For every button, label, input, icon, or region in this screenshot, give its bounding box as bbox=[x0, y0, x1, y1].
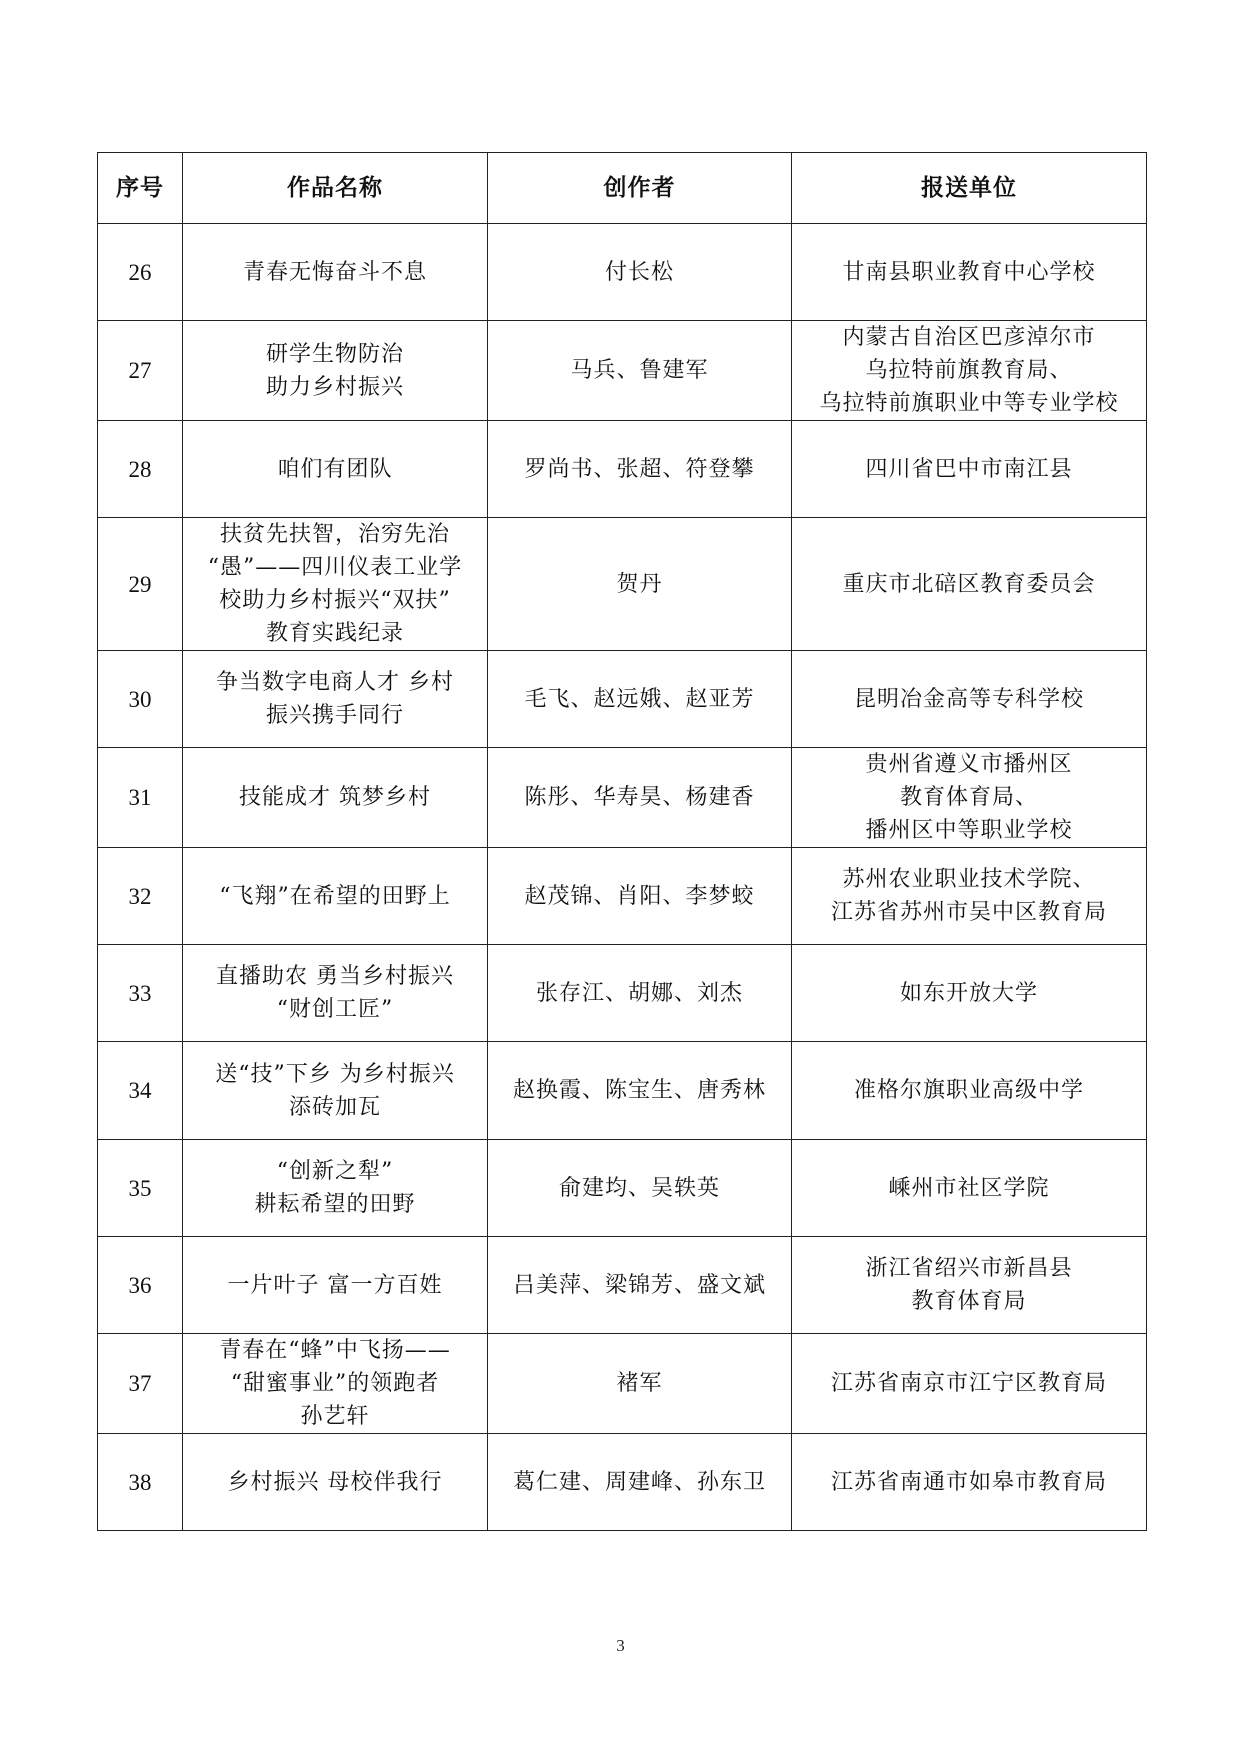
work-title-cell bbox=[183, 748, 488, 848]
submitting-unit-line: 乌拉特前旗职业中等专业学校 bbox=[819, 391, 1119, 416]
creators-cell bbox=[488, 518, 792, 651]
row-number: 37 bbox=[98, 1334, 183, 1434]
row-number: 33 bbox=[98, 945, 183, 1042]
creators-line: 张存江、胡娜、刘杰 bbox=[535, 980, 743, 1006]
row-number: 27 bbox=[98, 321, 183, 421]
submitting-unit-line: 准格尔旗职业高级中学 bbox=[853, 1078, 1084, 1103]
submitting-unit-line: 四川省巴中市南江县 bbox=[865, 456, 1073, 482]
row-number: 34 bbox=[98, 1042, 183, 1140]
submitting-unit-cell bbox=[792, 1237, 1147, 1334]
work-title-line: 咱们有团队 bbox=[277, 456, 393, 482]
work-title-line: 耕耘希望的田野 bbox=[254, 1192, 416, 1217]
submitting-unit-cell bbox=[792, 1334, 1147, 1434]
submitting-unit-cell bbox=[792, 321, 1147, 421]
work-title-line: 研学生物防治 bbox=[265, 341, 404, 367]
table-row bbox=[98, 1434, 1147, 1531]
row-number: 26 bbox=[98, 224, 183, 321]
work-title-line: 教育实践纪录 bbox=[265, 621, 404, 646]
submitting-unit-line: 嵊州市社区学院 bbox=[888, 1175, 1050, 1201]
creators-line: 赵换霞、陈宝生、唐秀林 bbox=[512, 1078, 766, 1103]
work-title-cell bbox=[183, 848, 488, 945]
submitting-unit-cell bbox=[792, 224, 1147, 321]
table-row bbox=[98, 651, 1147, 748]
work-title-cell bbox=[183, 1237, 488, 1334]
work-title-line: 争当数字电商人才 乡村 bbox=[216, 670, 454, 695]
table-row bbox=[98, 421, 1147, 518]
creators-line: 褚军 bbox=[616, 1371, 663, 1396]
table-row bbox=[98, 748, 1147, 848]
row-number: 31 bbox=[98, 748, 183, 848]
header-number: 序号 bbox=[98, 153, 183, 224]
creators-cell bbox=[488, 1334, 792, 1434]
submitting-unit-line: 重庆市北碚区教育委员会 bbox=[842, 571, 1096, 597]
row-number: 38 bbox=[98, 1434, 183, 1531]
work-title-line: 添砖加瓦 bbox=[288, 1094, 381, 1120]
creators-line: 陈彤、华寿昊、杨建香 bbox=[524, 785, 755, 810]
submitting-unit-line: 播州区中等职业学校 bbox=[865, 818, 1073, 843]
work-title-line: “财创工匠” bbox=[276, 997, 394, 1022]
row-number: 36 bbox=[98, 1237, 183, 1334]
work-title-line: “飞翔”在希望的田野上 bbox=[219, 883, 451, 909]
submitting-unit-cell bbox=[792, 748, 1147, 848]
submitting-unit-cell bbox=[792, 848, 1147, 945]
work-title-line: 乡村振兴 母校伴我行 bbox=[227, 1469, 443, 1495]
work-title-cell bbox=[183, 224, 488, 321]
submitting-unit-cell bbox=[792, 518, 1147, 651]
creators-cell bbox=[488, 1140, 792, 1237]
row-number: 32 bbox=[98, 848, 183, 945]
submitting-unit-line: 贵州省遵义市播州区 bbox=[865, 752, 1073, 777]
creators-line: 赵茂锦、肖阳、李梦蛟 bbox=[524, 883, 755, 909]
table-header-row bbox=[98, 153, 1147, 224]
creators-cell bbox=[488, 848, 792, 945]
work-title-line: 直播助农 勇当乡村振兴 bbox=[216, 964, 454, 989]
creators-cell bbox=[488, 945, 792, 1042]
work-title-cell bbox=[183, 1334, 488, 1434]
creators-line: 吕美萍、梁锦芳、盛文斌 bbox=[512, 1272, 766, 1298]
work-title-line: 送“技”下乡 为乡村振兴 bbox=[215, 1061, 455, 1087]
submitting-unit-line: 甘南县职业教育中心学校 bbox=[842, 259, 1096, 285]
work-title-line: 助力乡村振兴 bbox=[265, 374, 404, 400]
creators-line: 俞建均、吴轶英 bbox=[558, 1175, 720, 1201]
submitting-unit-line: 内蒙古自治区巴彦淖尔市 bbox=[842, 325, 1096, 350]
table-row bbox=[98, 1042, 1147, 1140]
creators-cell bbox=[488, 1237, 792, 1334]
creators-line: 贺丹 bbox=[616, 571, 663, 597]
table-row bbox=[98, 224, 1147, 321]
submitting-unit-line: 江苏省南京市江宁区教育局 bbox=[830, 1371, 1107, 1396]
work-title-line: 一片叶子 富一方百姓 bbox=[227, 1272, 443, 1298]
submitting-unit-cell bbox=[792, 1434, 1147, 1531]
table-row bbox=[98, 1237, 1147, 1334]
submitting-unit-cell bbox=[792, 1140, 1147, 1237]
work-title-line: 技能成才 筑梦乡村 bbox=[239, 785, 431, 810]
work-title-line: 青春在“蜂”中飞扬—— bbox=[219, 1338, 451, 1363]
submitting-unit-cell bbox=[792, 945, 1147, 1042]
submitting-unit-line: 如东开放大学 bbox=[899, 980, 1038, 1006]
work-title-line: “创新之犁” bbox=[276, 1159, 394, 1184]
table-row bbox=[98, 518, 1147, 651]
page-number: 3 bbox=[616, 1636, 625, 1655]
submitting-unit-line: 江苏省苏州市吴中区教育局 bbox=[830, 900, 1107, 925]
submitting-unit-line: 教育体育局、 bbox=[899, 785, 1038, 810]
creators-cell bbox=[488, 651, 792, 748]
table-row bbox=[98, 321, 1147, 421]
header-work-title: 作品名称 bbox=[183, 153, 488, 224]
work-title-cell bbox=[183, 1042, 488, 1140]
works-table bbox=[97, 152, 1147, 1531]
creators-line: 马兵、鲁建军 bbox=[570, 358, 709, 383]
work-title-line: “愚”——四川仪表工业学 bbox=[207, 555, 463, 580]
submitting-unit-line: 江苏省南通市如皋市教育局 bbox=[830, 1469, 1107, 1495]
work-title-line: 校助力乡村振兴“双扶” bbox=[219, 588, 451, 613]
submitting-unit-line: 昆明冶金高等专科学校 bbox=[853, 686, 1084, 712]
work-title-cell bbox=[183, 518, 488, 651]
creators-cell bbox=[488, 224, 792, 321]
creators-cell bbox=[488, 1434, 792, 1531]
work-title-line: “甜蜜事业”的领跑者 bbox=[230, 1371, 440, 1396]
creators-cell bbox=[488, 421, 792, 518]
row-number: 30 bbox=[98, 651, 183, 748]
submitting-unit-cell bbox=[792, 421, 1147, 518]
work-title-cell bbox=[183, 321, 488, 421]
header-creators: 创作者 bbox=[488, 153, 792, 224]
work-title-cell bbox=[183, 651, 488, 748]
work-title-line: 孙艺轩 bbox=[300, 1404, 370, 1429]
submitting-unit-line: 乌拉特前旗教育局、 bbox=[865, 358, 1073, 383]
submitting-unit-cell bbox=[792, 651, 1147, 748]
submitting-unit-line: 浙江省绍兴市新昌县 bbox=[865, 1256, 1073, 1281]
table-row bbox=[98, 1334, 1147, 1434]
creators-cell bbox=[488, 748, 792, 848]
work-title-cell bbox=[183, 945, 488, 1042]
header-submitting-unit: 报送单位 bbox=[792, 153, 1147, 224]
creators-cell bbox=[488, 321, 792, 421]
work-title-cell bbox=[183, 421, 488, 518]
row-number: 29 bbox=[98, 518, 183, 651]
row-number: 35 bbox=[98, 1140, 183, 1237]
creators-cell bbox=[488, 1042, 792, 1140]
submitting-unit-line: 教育体育局 bbox=[911, 1289, 1027, 1314]
creators-line: 付长松 bbox=[604, 259, 674, 285]
work-title-line: 青春无悔奋斗不息 bbox=[242, 259, 427, 285]
submitting-unit-cell bbox=[792, 1042, 1147, 1140]
table-row bbox=[98, 848, 1147, 945]
creators-line: 毛飞、赵远娥、赵亚芳 bbox=[524, 686, 755, 712]
table-row bbox=[98, 1140, 1147, 1237]
table-row bbox=[98, 945, 1147, 1042]
work-title-cell bbox=[183, 1140, 488, 1237]
creators-line: 罗尚书、张超、符登攀 bbox=[524, 456, 755, 482]
submitting-unit-line: 苏州农业职业技术学院、 bbox=[842, 867, 1096, 892]
row-number: 28 bbox=[98, 421, 183, 518]
creators-line: 葛仁建、周建峰、孙东卫 bbox=[512, 1469, 766, 1495]
work-title-cell bbox=[183, 1434, 488, 1531]
work-title-line: 扶贫先扶智，治穷先治 bbox=[219, 522, 450, 547]
work-title-line: 振兴携手同行 bbox=[265, 703, 404, 728]
